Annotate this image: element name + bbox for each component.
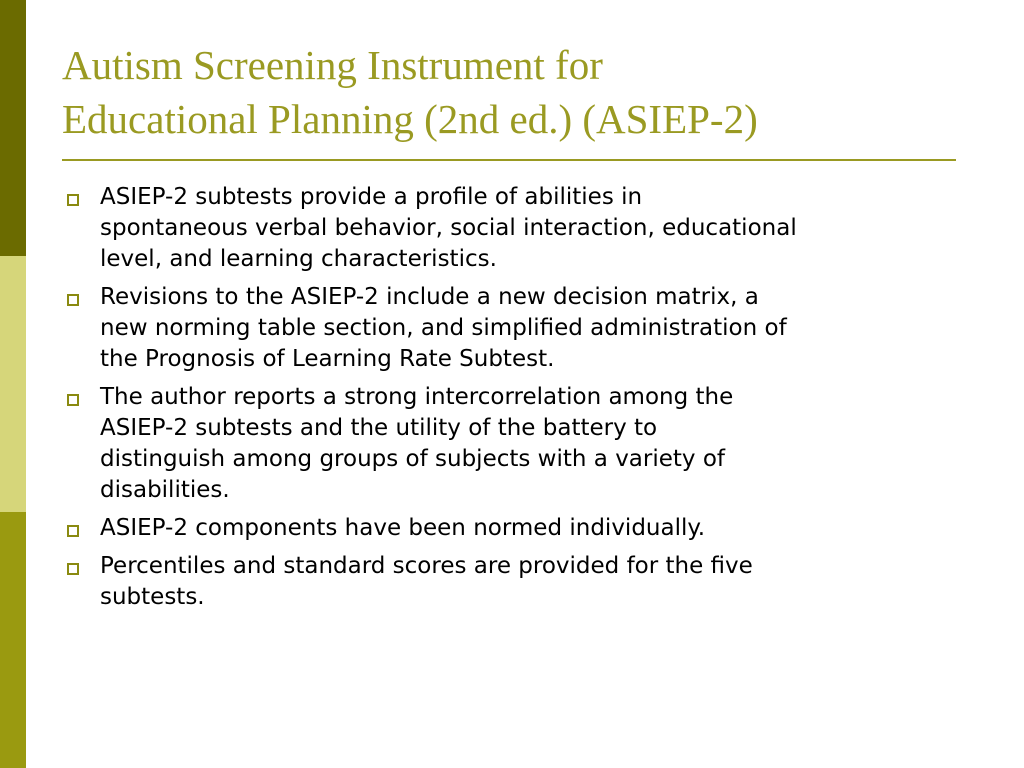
- side-bar-top: [0, 0, 26, 256]
- title-line: Educational Planning (2nd ed.) (ASIEP-2): [62, 96, 758, 142]
- slide-title: [62, 38, 962, 146]
- title-underline: [62, 159, 956, 161]
- bullet-item: [62, 182, 962, 275]
- side-bar-middle: [0, 256, 26, 512]
- bullet-line: subtests.: [100, 584, 205, 610]
- bullet-item: [62, 282, 962, 375]
- side-bar-bottom: [0, 512, 26, 768]
- bullet-line: Percentiles and standard scores are provided for the five: [100, 553, 753, 579]
- bullet-line: the Prognosis of Learning Rate Subtest.: [100, 346, 555, 372]
- bullet-line: Revisions to the ASIEP-2 include a new decision matrix, a: [100, 284, 759, 310]
- square-bullet-icon: [67, 194, 79, 206]
- bullet-line: The author reports a strong intercorrelation among the: [100, 384, 734, 410]
- bullet-line: distinguish among groups of subjects with a variety of: [100, 446, 726, 472]
- bullet-line: ASIEP-2 subtests provide a profile of abilities in: [100, 184, 643, 210]
- bullet-line: ASIEP-2 components have been normed individually.: [100, 515, 706, 541]
- square-bullet-icon: [67, 525, 79, 537]
- bullet-line: spontaneous verbal behavior, social interaction, educational: [100, 215, 797, 241]
- square-bullet-icon: [67, 394, 79, 406]
- bullet-line: ASIEP-2 subtests and the utility of the battery to: [100, 415, 658, 441]
- bullet-list: [62, 182, 962, 620]
- title-line: Autism Screening Instrument for: [62, 42, 603, 88]
- bullet-line: new norming table section, and simplified administration of: [100, 315, 787, 341]
- bullet-line: disabilities.: [100, 477, 230, 503]
- square-bullet-icon: [67, 294, 79, 306]
- bullet-item: [62, 382, 962, 506]
- bullet-item: [62, 513, 962, 544]
- bullet-item: [62, 551, 962, 613]
- bullet-line: level, and learning characteristics.: [100, 246, 497, 272]
- square-bullet-icon: [67, 563, 79, 575]
